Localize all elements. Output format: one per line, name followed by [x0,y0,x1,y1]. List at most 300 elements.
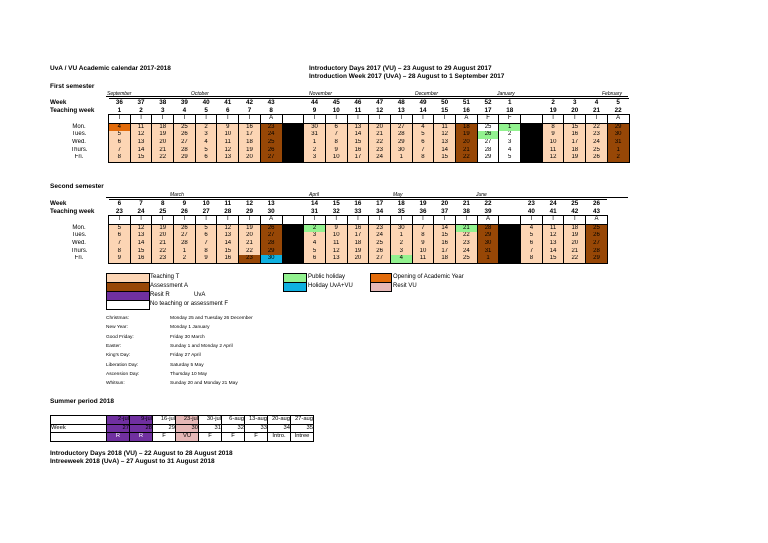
month-label: January [497,91,515,97]
legend-assessment: Assessment A [150,283,189,289]
period-code: T [521,216,543,225]
teaching-week-number: 39 [484,207,492,215]
legend-uva: UvA [194,292,206,298]
date-cell: 17 [347,232,369,240]
date-cell: 30 [304,123,326,131]
date-cell: 18 [456,123,478,131]
date-cell: 31 [607,139,629,147]
teaching-week-number: 21 [592,106,600,114]
day-row [50,131,629,139]
summer-date: 16-jul [153,416,176,425]
holiday-name: Liberation Day: [106,362,139,368]
code-row [50,115,629,124]
date-cell: 18 [564,224,586,232]
date-cell: 12 [217,224,239,232]
summer-code: Intree [291,433,314,442]
date-cell: 12 [434,131,456,139]
date-cell: 29 [260,248,282,256]
date-cell: 29 [586,255,608,263]
period-code: T [304,115,326,124]
date-cell: 19 [564,232,586,240]
week-number [282,200,304,208]
period-code: T [239,216,261,225]
summer-week: 29 [153,424,176,433]
date-cell: 14 [130,240,152,248]
date-cell: 7 [412,147,434,155]
date-cell [521,123,543,131]
date-cell: 23 [369,147,391,155]
date-cell: 10 [412,248,434,256]
month-label: April [309,192,320,198]
date-cell: 11 [130,123,152,131]
second-semester-heading: Second semester [50,183,104,190]
week-number: 40 [195,99,217,107]
holiday-name: Easter: [106,343,122,349]
summer-empty [51,416,107,425]
week-number: 17 [369,200,391,208]
date-cell: 30 [390,224,412,232]
date-cell: 4 [109,123,131,131]
date-cell [499,232,521,240]
period-code: T [564,115,586,124]
date-cell: 11 [412,255,434,263]
date-cell [282,232,304,240]
date-cell [282,240,304,248]
date-cell: 20 [347,255,369,263]
code-row [50,216,607,225]
date-cell: 22 [152,154,174,162]
teaching-week-number [282,107,304,115]
date-cell: 28 [260,240,282,248]
date-cell [282,224,304,232]
date-cell: 12 [130,131,152,139]
date-cell: 29 [607,123,629,131]
teaching-week-number: 19 [549,106,557,114]
date-cell: 14 [434,224,456,232]
week-number: 3 [564,99,586,107]
week-number: 15 [325,200,347,208]
date-cell: 2 [499,131,521,139]
date-cell: 6 [412,139,434,147]
date-cell: 30 [607,131,629,139]
teaching-week-number: 7 [247,106,252,114]
period-code: T [304,216,326,225]
date-cell: 13 [325,255,347,263]
date-cell: 22 [456,154,478,162]
day-label: Thurs. [70,247,88,254]
date-cell: 20 [564,240,586,248]
legend-swatch-resit-vu [370,282,392,292]
date-cell: 29 [390,139,412,147]
teaching-week-number: 5 [204,106,208,114]
teaching-week-number: 29 [245,207,253,215]
date-cell: 8 [542,123,564,131]
date-cell: 4 [195,139,217,147]
period-code: T [412,115,434,124]
week-number: 36 [109,99,131,107]
period-code: A [260,115,282,124]
date-cell: 18 [347,240,369,248]
period-code: A [456,115,478,124]
date-cell: 27 [477,139,499,147]
date-cell: 2 [195,123,217,131]
date-cell: 26 [260,224,282,232]
date-cell: 23 [456,240,478,248]
date-cell: 2 [607,154,629,162]
date-cell [499,240,521,248]
date-cell: 7 [109,240,131,248]
date-cell: 2 [390,240,412,248]
period-code: T [130,216,152,225]
teaching-week-number: 16 [462,106,470,114]
period-code: T [152,216,174,225]
date-cell: 8 [109,248,131,256]
date-cell: 8 [109,154,131,162]
divider [106,197,628,198]
date-cell: 24 [260,131,282,139]
holiday-name: King's Day: [106,353,131,359]
day-label: Tues. [71,232,87,239]
day-row [50,248,607,256]
week-number: 51 [456,99,478,107]
period-code: A [607,115,629,124]
month-label: December [415,91,439,97]
day-row [50,123,629,131]
teaching-week-number: 33 [354,207,362,215]
date-cell: 14 [217,240,239,248]
date-cell: 24 [456,248,478,256]
summer-week: 34 [268,424,291,433]
period-code: T [174,216,196,225]
legend-no-teaching: No teaching or assessment F [150,301,229,307]
day-label: Thurs. [70,146,88,153]
date-cell [282,255,304,263]
date-cell: 6 [325,123,347,131]
week-label: Week [50,199,67,207]
date-cell: 7 [412,224,434,232]
summer-code: R [107,433,130,442]
teaching-week-number: 43 [592,207,600,215]
month-label: September [107,91,132,97]
date-cell: 4 [390,255,412,263]
date-cell: 25 [174,123,196,131]
week-number: 46 [347,99,369,107]
summer-date: 30-jul [199,416,222,425]
date-cell: 30 [390,147,412,155]
teaching-week-number: 12 [376,106,384,114]
month-label: November [309,91,333,97]
summer-code: F [199,433,222,442]
period-code [521,115,543,124]
teaching-week-number: 41 [549,207,557,215]
period-code: A [477,216,499,225]
date-cell: 26 [260,147,282,155]
date-cell: 12 [217,147,239,155]
date-cell: 25 [586,224,608,232]
week-number: 10 [195,200,217,208]
date-cell [282,147,304,155]
week-number: 19 [412,200,434,208]
week-row [50,99,629,107]
date-cell: 15 [434,232,456,240]
week-number [499,200,521,208]
legend-resit-vu: Resit VU [393,283,417,289]
date-cell: 24 [369,232,391,240]
period-code: T [434,115,456,124]
date-cell: 7 [109,147,131,155]
week-number: 12 [239,200,261,208]
summer-week-row [51,424,314,433]
period-code: T [347,216,369,225]
date-cell: 6 [195,232,217,240]
legend-swatch-holiday [283,282,307,292]
date-cell: 27 [260,232,282,240]
holiday-date: Friday 27 April [170,353,201,359]
date-cell: 24 [369,154,391,162]
week-label: Week [50,98,67,106]
date-cell: 27 [174,232,196,240]
date-cell: 22 [239,248,261,256]
period-code [282,115,304,124]
date-cell: 21 [239,240,261,248]
date-cell: 25 [260,139,282,147]
date-cell [499,248,521,256]
teaching-week-number: 28 [224,207,232,215]
date-cell: 19 [564,154,586,162]
date-cell: 1 [390,232,412,240]
date-cell: 5 [109,224,131,232]
summer-date: 9-jul [130,416,153,425]
date-cell: 21 [369,131,391,139]
holiday-name: New Year: [106,325,128,331]
date-cell [521,139,543,147]
teaching-week-number: 42 [571,207,579,215]
teaching-week-number [282,208,304,216]
date-cell: 10 [542,139,564,147]
date-cell: 29 [174,154,196,162]
date-cell: 11 [325,240,347,248]
week-number: 24 [542,200,564,208]
teaching-week-number: 10 [332,106,340,114]
summer-date: 6-aug [222,416,245,425]
date-cell: 23 [152,255,174,263]
summer-week: 30 [176,424,199,433]
summer-code: Intro. [268,433,291,442]
summer-date: 13-aug [245,416,268,425]
date-cell: 23 [239,255,261,263]
week-number: 14 [304,200,326,208]
week-number: 20 [434,200,456,208]
teaching-week-number: 25 [159,207,167,215]
week-number: 8 [152,200,174,208]
teaching-week-number: 8 [269,106,273,114]
teaching-week-row [50,208,607,216]
date-cell: 17 [434,248,456,256]
week-number: 5 [607,99,629,107]
date-cell: 1 [607,147,629,155]
day-row [50,154,629,162]
holiday-name: Christmas: [106,316,129,321]
day-row [50,147,629,155]
day-label: Mon. [72,224,86,231]
date-cell: 12 [542,232,564,240]
date-cell: 20 [456,139,478,147]
date-cell: 14 [130,147,152,155]
date-cell: 17 [347,154,369,162]
date-cell: 25 [456,255,478,263]
week-number: 1 [499,99,521,107]
holiday-date: Monday 25 and Tuesday 26 December [170,316,253,321]
summer-heading: Summer period 2018 [50,398,114,405]
date-cell: 6 [109,232,131,240]
date-cell [521,147,543,155]
legend-swatch-no-teaching [106,300,150,310]
legend-resit-r: Resit R [150,292,170,298]
date-cell: 27 [260,154,282,162]
date-cell: 8 [195,248,217,256]
period-code: T [390,115,412,124]
period-code: T [369,216,391,225]
holiday-date: Sunday 20 and Monday 21 May [170,381,238,387]
date-cell: 13 [347,123,369,131]
date-cell: 24 [586,139,608,147]
date-cell: 12 [130,224,152,232]
period-code: F [477,115,499,124]
day-label: Wed. [72,138,86,145]
date-cell [521,154,543,162]
date-cell: 6 [195,154,217,162]
holiday-date: Friday 30 March [170,334,205,340]
date-cell: 23 [586,131,608,139]
teaching-week-number: 38 [462,207,470,215]
holiday-date: Saturday 5 May [170,362,204,368]
date-cell: 25 [586,147,608,155]
date-cell: 15 [130,154,152,162]
date-cell: 16 [347,224,369,232]
date-cell: 13 [434,139,456,147]
date-cell: 3 [390,248,412,256]
date-cell: 28 [390,131,412,139]
date-cell: 21 [564,248,586,256]
date-cell: 18 [152,123,174,131]
date-cell: 16 [434,240,456,248]
code-label-empty [50,115,109,124]
week-number: 49 [412,99,434,107]
date-cell: 5 [499,154,521,162]
date-cell: 21 [152,147,174,155]
week-row [50,200,607,208]
week-number: 21 [456,200,478,208]
teaching-week-row [50,107,629,115]
date-cell: 30 [260,255,282,263]
date-cell [282,131,304,139]
teaching-week-number: 22 [614,106,622,114]
date-cell: 17 [239,131,261,139]
date-cell: 21 [456,147,478,155]
date-cell: 11 [542,224,564,232]
teaching-week-number: 23 [115,207,123,215]
day-row [50,240,607,248]
week-number [521,99,543,107]
period-code: T [109,115,131,124]
day-row [50,255,607,263]
week-number: 23 [521,200,543,208]
period-code: T [412,216,434,225]
date-cell: 22 [586,123,608,131]
date-cell: 21 [456,224,478,232]
holiday-date: Sunday 1 and Monday 2 April [170,343,233,349]
summer-week: 33 [245,424,268,433]
date-cell: 9 [542,131,564,139]
date-cell: 9 [325,224,347,232]
date-cell: 26 [477,131,499,139]
period-code: T [325,216,347,225]
date-cell: 19 [239,147,261,155]
date-cell: 23 [369,224,391,232]
date-cell: 12 [542,154,564,162]
date-cell: 27 [586,240,608,248]
date-cell: 13 [130,139,152,147]
month-label: May [393,192,403,198]
summer-empty [51,433,107,442]
teaching-week-number: 15 [441,106,449,114]
period-code: T [325,115,347,124]
period-code: T [434,216,456,225]
week-number: 41 [217,99,239,107]
date-cell: 4 [499,147,521,155]
period-code: T [174,115,196,124]
date-cell: 19 [152,131,174,139]
teaching-week-number: 6 [226,106,230,114]
date-cell: 9 [109,255,131,263]
summer-code: F [222,433,245,442]
date-cell: 15 [347,139,369,147]
week-number: 13 [260,200,282,208]
teaching-week-label: Teaching week [50,106,95,114]
week-number: 38 [152,99,174,107]
teaching-week-number: 1 [117,106,122,114]
date-cell: 20 [152,232,174,240]
day-row [50,139,629,147]
month-label: October [191,91,209,97]
date-cell: 7 [325,131,347,139]
summer-code: F [245,433,268,442]
teaching-week-number: 13 [397,106,405,114]
date-cell: 16 [239,123,261,131]
holiday-name: Whitsun: [106,381,125,387]
date-cell: 22 [369,139,391,147]
period-code [282,216,304,225]
date-cell: 26 [586,154,608,162]
divider [106,96,628,97]
period-code: T [456,216,478,225]
intree-week-2018: Intreeweek 2018 (UvA) – 27 August to 31 August 2018 [50,458,215,465]
teaching-week-number: 27 [202,207,210,215]
date-cell: 2 [304,224,326,232]
date-cell: 28 [586,248,608,256]
date-cell: 10 [325,154,347,162]
date-cell: 27 [174,139,196,147]
summer-date: 2-jul [107,416,130,425]
date-cell: 1 [304,139,326,147]
day-label: Tues. [71,131,87,138]
teaching-week-number: 4 [182,106,187,114]
date-cell: 14 [347,131,369,139]
date-cell: 31 [304,131,326,139]
teaching-week-number: 34 [376,207,384,215]
date-cell: 29 [477,154,499,162]
date-cell: 3 [304,232,326,240]
